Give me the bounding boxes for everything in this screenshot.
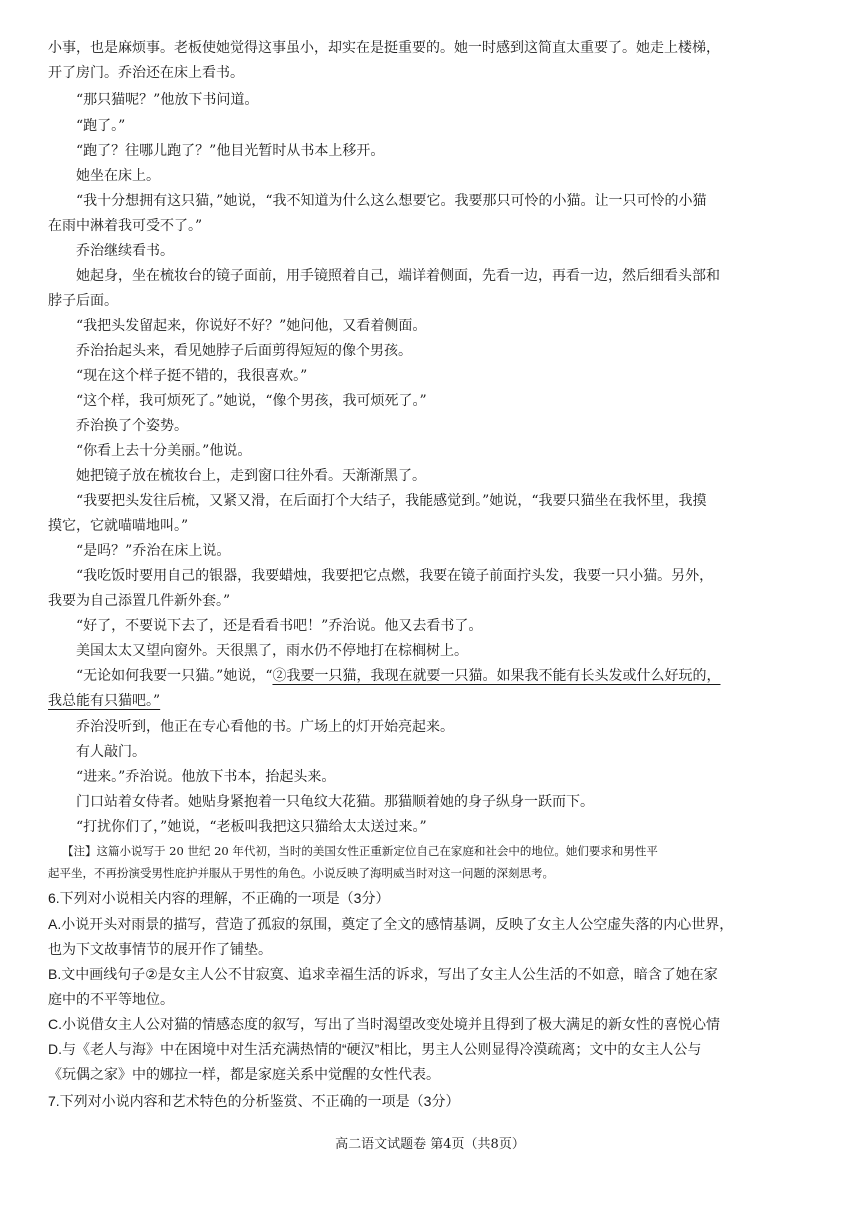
text-line: “现在这个样子挺不错的，我很喜欢。” bbox=[76, 368, 308, 384]
text-line: 她把镜子放在梳妆台上，走到窗口往外看。天渐渐黑了。 bbox=[76, 468, 426, 484]
text-line: 我要为自己添置几件新外套。” bbox=[48, 593, 231, 609]
text-line: 脖子后面。 bbox=[48, 293, 118, 309]
text-line: 门口站着女侍者。她贴身紧抱着一只龟纹大花猫。那猫顺着她的身子纵身一跃而下。 bbox=[76, 794, 594, 810]
text-line: 她起身，坐在梳妆台的镜子面前，用手镜照着自己，端详着侧面，先看一边，再看一边，然后细看头部和 bbox=[76, 268, 720, 284]
text-line: 乔治抬起头来，看见她脖子后面剪得短短的像个男孩。 bbox=[76, 343, 412, 359]
text-line: 她坐在床上。 bbox=[76, 168, 160, 184]
option-a: A.小说开头对雨景的描写，营造了孤寂的氛围，奠定了全文的感情基调，反映了女主人公空虚失落的内心世界， bbox=[48, 916, 734, 932]
text-line: 开了房门。乔治还在床上看书。 bbox=[48, 65, 244, 81]
option-b-cont: 庭中的不平等地位。 bbox=[48, 991, 174, 1007]
underlined-sentence-line bbox=[48, 691, 160, 711]
text-line: “那只猫呢？”他放下书问道。 bbox=[76, 92, 259, 108]
option-d-cont: 《玩偶之家》中的娜拉一样，都是家庭关系中觉醒的女性代表。 bbox=[48, 1066, 440, 1082]
option-d: D.与《老人与海》中在困境中对生活充满热情的“硬汉”相比，男主人公则显得冷漠疏离；文中的女主人公与 bbox=[48, 1041, 702, 1057]
text-line: “我把头发留起来，你说好不好？”她问他，又看着侧面。 bbox=[76, 318, 427, 334]
underlined-sentence-2: ②我要一只猫，我现在就要一只猫。如果我不能有长头发或什么好玩的， bbox=[272, 668, 721, 684]
text-line: “打扰你们了，”她说，“老板叫我把这只猫给太太送过来。” bbox=[76, 819, 427, 835]
text-line: “跑了。” bbox=[76, 118, 126, 134]
option-c: C.小说借女主人公对猫的情感态度的叙写，写出了当时渴望改变处境并且得到了极大满足的新女性的喜悦心情 bbox=[48, 1016, 720, 1032]
quote-lead: “无论如何我要一只猫。”她说，“ bbox=[76, 668, 273, 684]
note-text: 【注】这篇小说写于 20 世纪 20 年代初，当时的美国女性正重新定位自己在家庭和社会中的地位。她们要求和男性平 bbox=[62, 844, 658, 858]
underlined-sentence-line bbox=[76, 666, 720, 686]
text-line: “跑了？往哪儿跑了？”他目光暂时从书本上移开。 bbox=[76, 143, 385, 159]
option-a-cont: 也为下文故事情节的展开作了铺垫。 bbox=[48, 941, 272, 957]
text-line: “你看上去十分美丽。”他说。 bbox=[76, 443, 252, 459]
text-line: 乔治换了个姿势。 bbox=[76, 418, 188, 434]
note-text: 起平坐，不再扮演受男性庇护并服从于男性的角色。小说反映了海明威当时对这一问题的深刻思考。 bbox=[48, 866, 554, 880]
question-6: 6.下列对小说相关内容的理解，不正确的一项是（3分） bbox=[48, 890, 390, 906]
text-line: “我要把头发往后梳，又紧又滑，在后面打个大结子，我能感觉到。”她说，“我要只猫坐在我怀里，我摸 bbox=[76, 493, 707, 509]
text-line: “是吗？”乔治在床上说。 bbox=[76, 543, 231, 559]
text-line: “这个样，我可烦死了。”她说，“像个男孩，我可烦死了。” bbox=[76, 393, 427, 409]
text-line: 乔治继续看书。 bbox=[76, 243, 174, 259]
text-line: 小事，也是麻烦事。老板使她觉得这事虽小，却实在是挺重要的。她一时感到这简直太重要了。她走上楼梯， bbox=[48, 40, 720, 56]
text-line: 有人敲门。 bbox=[76, 744, 146, 760]
text-line: “进来。”乔治说。他放下书本，抬起头来。 bbox=[76, 769, 336, 785]
question-7: 7.下列对小说内容和艺术特色的分析鉴赏、不正确的一项是（3分） bbox=[48, 1093, 460, 1109]
text-line: 摸它，它就喵喵地叫。” bbox=[48, 518, 189, 534]
text-line: 乔治没听到，他正在专心看他的书。广场上的灯开始亮起来。 bbox=[76, 719, 454, 735]
text-line: “我吃饭时要用自己的银器，我要蜡烛，我要把它点燃，我要在镜子前面拧头发，我要一只小猫。另外， bbox=[76, 568, 714, 584]
option-b: B.文中画线句子②是女主人公不甘寂寞、追求幸福生活的诉求，写出了女主人公生活的不如意，暗含了她在家 bbox=[48, 966, 718, 982]
text-line: “我十分想拥有这只猫，”她说，“我不知道为什么这么想要它。我要那只可怜的小猫。让一只可怜的小猫 bbox=[76, 193, 707, 209]
text-line: “好了，不要说下去了，还是看看书吧！”乔治说。他又去看书了。 bbox=[76, 618, 483, 634]
underlined-sentence-2-cont: 我总能有只猫吧。” bbox=[48, 693, 161, 709]
text-line: 美国太太又望向窗外。天很黑了，雨水仍不停地打在棕榈树上。 bbox=[76, 643, 468, 659]
page-footer: 高二语文试题卷 第4页（共8页） bbox=[335, 1137, 525, 1152]
text-line: 在雨中淋着我可受不了。” bbox=[48, 218, 203, 234]
